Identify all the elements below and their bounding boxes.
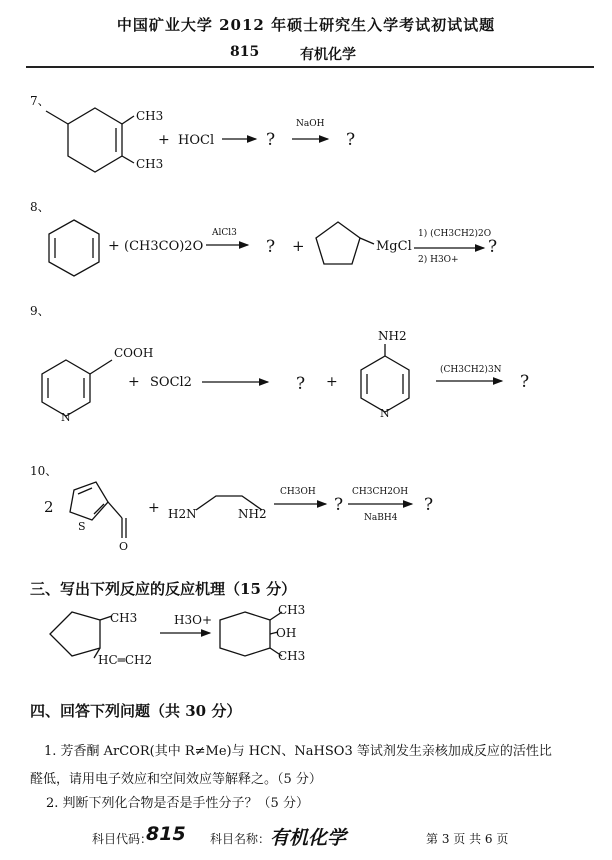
q10-coefficient: 2 <box>44 498 54 516</box>
q8-condition-2: 2) H3O+ <box>418 255 459 265</box>
question-7-number: 7、 <box>30 94 50 108</box>
q10-plus: + <box>148 500 160 516</box>
q9-plus-2: + <box>326 374 338 390</box>
mechanism-product-methyl-2: CH3 <box>278 649 306 663</box>
q10-product: ? <box>334 495 344 515</box>
q7-methyl-top: CH3 <box>136 109 164 123</box>
question-9-number: 9、 <box>30 304 50 318</box>
subject-code: 815 <box>230 44 260 60</box>
q8-reagent: (CH3CO)2O <box>124 239 204 254</box>
mechanism-reactant-structure <box>50 612 112 658</box>
q9-acid-group: COOH <box>114 346 154 360</box>
footer-name-label: 科目名称： <box>210 832 271 846</box>
q8-benzene-structure <box>49 220 99 278</box>
footer-name-handwritten: 有机化学 <box>270 827 347 849</box>
q10-thiophene-sulfur: S <box>78 520 86 533</box>
q9-condition: (CH3CH2)3N <box>440 365 502 375</box>
q8-condition-1: 1) (CH3CH2)2O <box>418 229 492 239</box>
q8-catalyst: AlCl3 <box>212 228 237 238</box>
q10-amine-left: H2N <box>168 507 197 521</box>
question-8-number: 8、 <box>30 200 50 214</box>
footer-code-label: 科目代码： <box>92 832 153 846</box>
section-4-q1-line-1: 1. 芳香酮 ArCOR(其中 R≠Me)与 HCN、NaHSO3 等试剂发生亲核加成反应的活性比 <box>44 744 552 759</box>
q9-result: ? <box>520 372 530 392</box>
mechanism-product-hydroxyl: OH <box>276 626 297 640</box>
section-3-heading: 三、写出下列反应的反应机理（15 分） <box>30 580 297 598</box>
q9-amine-group: NH2 <box>378 329 407 343</box>
q10-result: ? <box>424 495 434 515</box>
q8-result: ? <box>488 237 498 257</box>
q7-condition: NaOH <box>296 119 325 129</box>
q9-ring-nitrogen-2: N <box>380 407 390 420</box>
mechanism-product-methyl-1: CH3 <box>278 603 306 617</box>
q7-dimethylcyclohexene-structure <box>46 108 134 172</box>
q7-reagent: HOCl <box>178 133 215 148</box>
subject-name: 有机化学 <box>300 47 356 63</box>
mechanism-reactant-methyl: CH3 <box>110 611 138 625</box>
q10-condition-top: CH3CH2OH <box>352 487 409 497</box>
q7-product-1: ? <box>266 130 276 150</box>
exam-title: 中国矿业大学 2012 年硕士研究生入学考试初试试题 <box>116 16 496 34</box>
q10-condition-bottom: NaBH4 <box>364 513 398 523</box>
q8-product: ? <box>266 237 276 257</box>
mechanism-reagent: H3O+ <box>174 613 212 627</box>
mechanism-reactant-vinyl: HC═CH2 <box>98 653 153 667</box>
q9-aminopyridine-structure <box>361 344 409 412</box>
q9-ring-nitrogen-1: N <box>61 411 71 424</box>
q7-product-2: ? <box>346 130 356 150</box>
footer-page-info: 第 3 页 共 6 页 <box>426 832 509 846</box>
q9-pyridine-acid-structure <box>42 360 112 416</box>
q8-plus-2: + <box>292 237 305 255</box>
q10-amine-right: NH2 <box>238 507 267 521</box>
mechanism-product-structure <box>220 612 282 656</box>
section-4-q2: 2. 判断下列化合物是否是手性分子？（5 分） <box>46 796 309 811</box>
q9-plus-1: + <box>128 374 140 390</box>
q9-reagent: SOCl2 <box>150 375 192 390</box>
q8-plus-1: + <box>108 238 120 254</box>
q7-plus: + <box>158 132 170 148</box>
q7-methyl-bottom: CH3 <box>136 157 164 171</box>
q10-solvent: CH3OH <box>280 487 316 497</box>
section-4-heading: 四、回答下列问题（共 30 分） <box>30 702 242 720</box>
q9-product: ? <box>296 374 306 394</box>
q8-cyclopentyl-structure <box>316 222 374 264</box>
q8-grignard-group: MgCl <box>376 239 412 254</box>
footer-code-handwritten: 815 <box>146 823 186 845</box>
q10-aldehyde-oxygen: O <box>119 540 129 553</box>
question-10-number: 10、 <box>30 464 58 478</box>
section-4-q1-line-2: 醛低，请用电子效应和空间效应等解释之。（5 分） <box>30 772 322 787</box>
